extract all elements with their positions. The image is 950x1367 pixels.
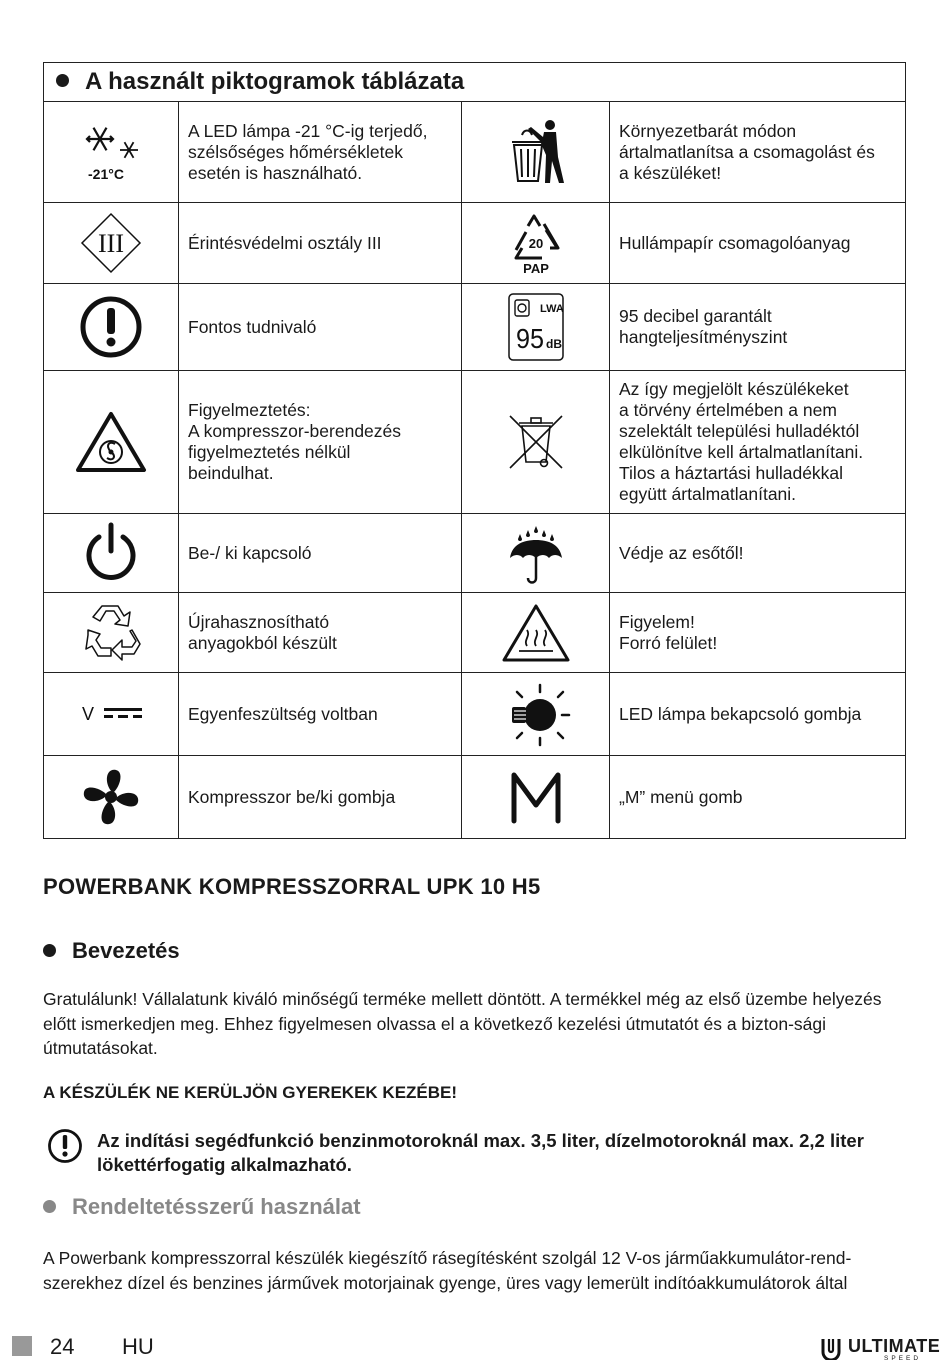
language-code: HU bbox=[122, 1334, 154, 1359]
svg-text:III: III bbox=[98, 229, 124, 258]
note-text: Az indítási segédfunkció benzinmotoroknál max. 3,5 liter, dízelmotoroknál max. 2,2 liter lökettérfogatig alkalmazható. bbox=[97, 1130, 864, 1175]
protection-class-iii-icon bbox=[44, 203, 179, 284]
svg-text:dB: dB bbox=[545, 337, 562, 351]
umbrella-rain-icon bbox=[462, 514, 610, 593]
table-title bbox=[44, 63, 906, 102]
section-heading-intro bbox=[43, 938, 180, 964]
page-number: 24 bbox=[50, 1334, 75, 1359]
m-letter-icon bbox=[462, 756, 610, 839]
table-row bbox=[44, 371, 906, 514]
table-row bbox=[44, 203, 906, 284]
recycle-bin-person-icon bbox=[462, 102, 610, 203]
table-row bbox=[44, 102, 906, 203]
section-heading-text: Bevezetés bbox=[72, 938, 180, 963]
children-warning: A KÉSZÜLÉK NE KERÜLJÖN GYEREKEK KEZÉBE! bbox=[43, 1083, 458, 1102]
svg-text:95: 95 bbox=[515, 323, 544, 354]
svg-text:-21°C: -21°C bbox=[88, 166, 124, 182]
table-row bbox=[44, 593, 906, 673]
brand-logo bbox=[820, 1336, 940, 1364]
snowflake-icon bbox=[44, 102, 179, 203]
sound-power-icon bbox=[462, 284, 610, 371]
crossed-bin-icon bbox=[462, 371, 610, 514]
pictogram-description: Az így megjelölt készülékeket a törvény értelmében a nem szelektált települési hulladéktól elkülönítve kell ártalmatlanítani. Tilos a háztartási hulladékkal együtt ártalmatlanítani. bbox=[610, 371, 906, 514]
pictogram-description: A LED lámpa -21 °C-ig terjedő, szélsőséges hőmérsékletek esetén is használható. bbox=[179, 102, 462, 203]
table-row bbox=[44, 673, 906, 756]
pictogram-description: Figyelmeztetés: A kompresszor-berendezés figyelmeztetés nélkül beindulhat. bbox=[179, 371, 462, 514]
pictogram-description: Fontos tudnivaló bbox=[179, 284, 462, 371]
brand-name: ULTIMATE bbox=[848, 1336, 941, 1356]
pictogram-description: Hullámpapír csomagolóanyag bbox=[610, 203, 906, 284]
exclamation-circle-icon bbox=[44, 284, 179, 371]
table-title-text: A használt piktogramok táblázata bbox=[85, 68, 465, 95]
bullet-icon bbox=[56, 74, 69, 87]
bullet-icon bbox=[43, 1200, 56, 1213]
pictogram-description: LED lámpa bekapcsoló gombja bbox=[610, 673, 906, 756]
pictogram-table bbox=[43, 62, 906, 839]
dc-voltage-icon bbox=[44, 673, 179, 756]
pictogram-description: Kompresszor be/ki gombja bbox=[179, 756, 462, 839]
exclamation-circle-icon bbox=[47, 1128, 83, 1164]
main-heading: POWERBANK KOMPRESSZORRAL UPK 10 H5 bbox=[43, 874, 541, 899]
pictogram-description: „M” menü gomb bbox=[610, 756, 906, 839]
recycle-icon bbox=[44, 593, 179, 673]
section-heading-text: Rendeltetésszerű használat bbox=[72, 1194, 361, 1219]
svg-text:20: 20 bbox=[528, 236, 543, 251]
fan-icon bbox=[44, 756, 179, 839]
led-bulb-icon bbox=[462, 673, 610, 756]
pictogram-description: 95 decibel garantált hangteljesítményszint bbox=[610, 284, 906, 371]
section-heading-usage bbox=[43, 1194, 361, 1220]
bullet-icon bbox=[43, 944, 56, 957]
table-row bbox=[44, 756, 906, 839]
pictogram-description: Egyenfeszültség voltban bbox=[179, 673, 462, 756]
hot-surface-icon bbox=[462, 593, 610, 673]
table-row bbox=[44, 284, 906, 371]
pictogram-description: Újrahasznosítható anyagokból készült bbox=[179, 593, 462, 673]
pictogram-description: Védje az esőtől! bbox=[610, 514, 906, 593]
intro-paragraph: Gratulálunk! Vállalatunk kiváló minőségű terméke mellett döntött. A termékkel még az első üzembe helyezés előtt ismerkedjen meg. Ehhez figyelmesen olvassa el a következő kezelési útmutatót és a bizton-sági útmutatásokat. bbox=[43, 989, 882, 1058]
pictogram-description: Be-/ ki kapcsoló bbox=[179, 514, 462, 593]
pictogram-description: Érintésvédelmi osztály III bbox=[179, 203, 462, 284]
warning-fan-icon bbox=[44, 371, 179, 514]
svg-text:LWA: LWA bbox=[539, 303, 564, 315]
svg-text:V: V bbox=[82, 704, 95, 724]
brand-logo-icon bbox=[820, 1336, 842, 1360]
pictogram-description: Környezetbarát módon ártalmatlanítsa a csomagolást és a készüléket! bbox=[610, 102, 906, 203]
table-row bbox=[44, 514, 906, 593]
footer-marker bbox=[12, 1336, 32, 1356]
usage-paragraph: A Powerbank kompresszorral készülék kiegészítő rásegítésként szolgál 12 V-os járműakkumulátor-rend-szerekhez dízel és benzines járművek motorjainak gyenge, üres vagy lemerült indítóakkumulátorok által bbox=[43, 1248, 852, 1293]
power-icon bbox=[44, 514, 179, 593]
recycling-pap-icon bbox=[462, 203, 610, 284]
pictogram-description: Figyelem! Forró felület! bbox=[610, 593, 906, 673]
svg-text:PAP: PAP bbox=[522, 261, 549, 276]
brand-subtitle: SPEED bbox=[884, 1355, 922, 1362]
